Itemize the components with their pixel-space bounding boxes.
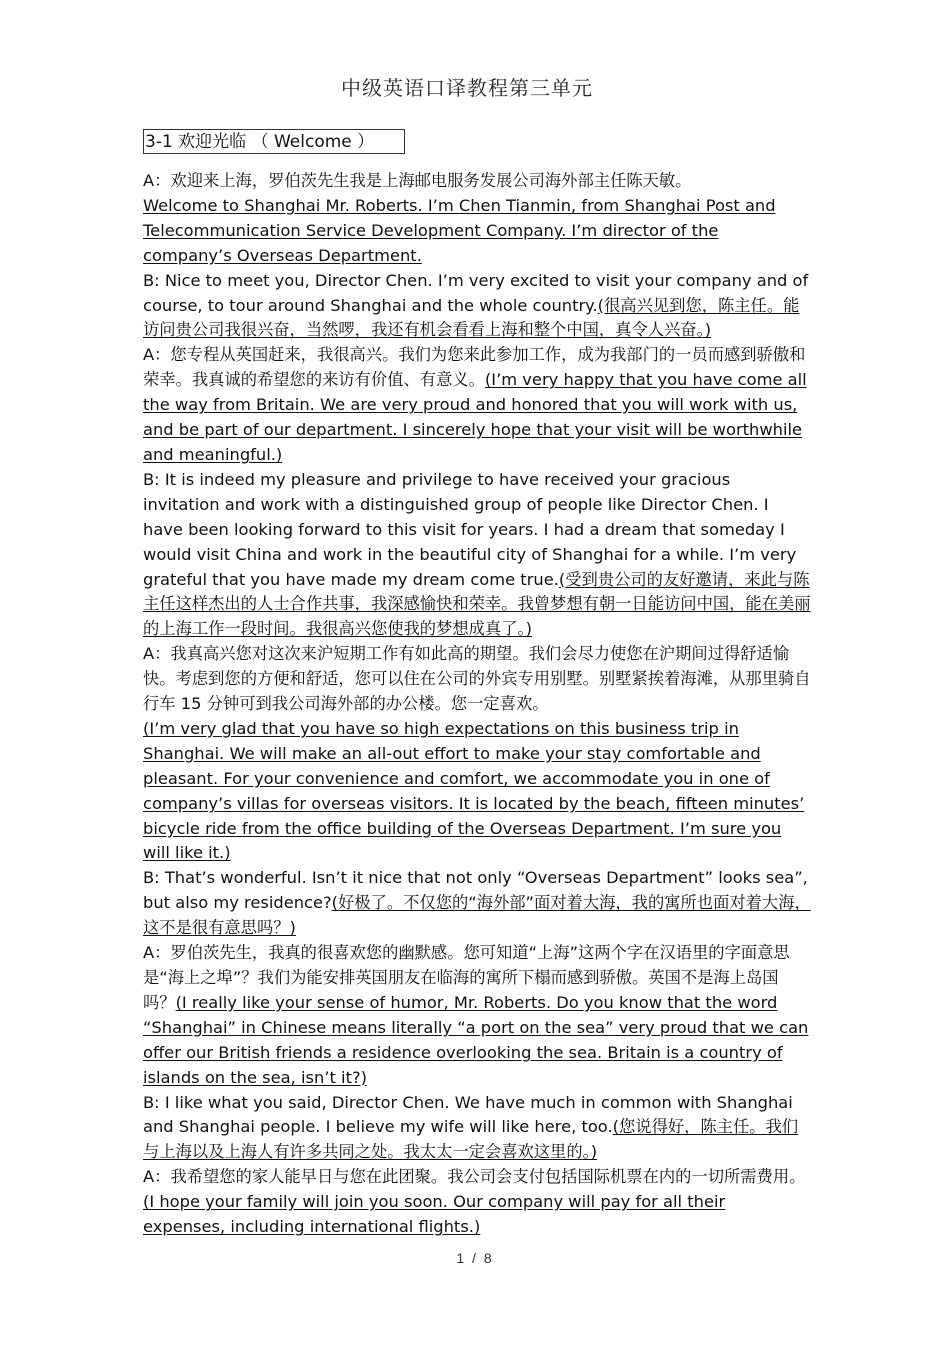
speaker-line: B: Nice to meet you, Director Chen. I’m very excited to visit your company and of course, to tour around Shanghai and the whole country. [143,270,809,315]
speaker-line: B: It is indeed my pleasure and privilege to have received your gracious invitation and work with a distinguished group of people like Director Chen. I have been looking forward to this visit for years. I had a dream that someday I would visit China and work in the beautiful city of Shanghai for a while. I’m very grateful that you have made my dream come true. [143,469,797,589]
speaker-line: A：您专程从英国赶来，我很高兴。我们为您来此参加工作，成为我部门的一员而感到骄傲和荣幸。我真诚的希望您的来访有价值、有意义。 [143,345,806,390]
speaker-line: A：欢迎来上海，罗伯茨先生我是上海邮电服务发展公司海外部主任陈天敏。 [143,171,692,190]
dialogue-paragraph [143,866,811,941]
dialogue-paragraph [143,269,811,344]
translation-line: (I hope your family will join you soon. Our company will pay for all their expenses, including international flights.) [143,1192,726,1237]
dialogue-paragraph [143,642,811,866]
speaker-line: A：我希望您的家人能早日与您在此团聚。我公司会支付包括国际机票在内的一切所需费用。 [143,1167,806,1187]
translation-line: Welcome to Shanghai Mr. Roberts. I’m Chen Tianmin, from Shanghai Post and Telecommunication Service Development Company. I’m director of the company’s Overseas Department. [143,195,776,265]
translation-line: (受到贵公司的友好邀请，来此与陈主任这样杰出的人士合作共事，我深感愉快和荣幸。我曾梦想有朝一日能访问中国，能在美丽的上海工作一段时间。我很高兴您使我的梦想成真了。) [143,569,811,639]
translation-line: (I really like your sense of humor, Mr. Roberts. Do you know that the word “Shanghai” in Chinese means literally “a port on the sea” very proud that we can offer our British friends a residence overlooking the sea. Britain is a country of islands on the sea, isn’t it?) [143,992,809,1087]
page-number: 1 / 8 [456,1250,494,1266]
translation-line: (很高兴见到您，陈主任。能访问贵公司我很兴奋，当然啰，我还有机会看看上海和整个中国，真令人兴奋。) [143,295,800,340]
dialogue-paragraph [143,1165,811,1240]
speaker-line: A：我真高兴您对这次来沪短期工作有如此高的期望。我们会尽力使您在沪期间过得舒适愉快。考虑到您的方便和舒适，您可以住在公司的外宾专用别墅。别墅紧挨着海滩，从那里骑自行车 15 分钟可到我公司海外部的办公楼。您一定喜欢。 [143,644,811,714]
speaker-line: A：罗伯茨先生，我真的很喜欢您的幽默感。您可知道“上海”这两个字在汉语里的字面意思是“海上之埠”？我们为能安排英国朋友在临海的寓所下榻而感到骄傲。英国不是海上岛国吗？ [143,943,790,1012]
dialogue-body [143,169,811,1240]
dialogue-paragraph [143,941,811,1090]
dialogue-paragraph [143,468,811,642]
section-heading: 3-1 欢迎光临 （ Welcome ） [143,129,405,154]
translation-line: (您说得好，陈主任。我们与上海以及上海人有许多共同之处。我太太一定会喜欢这里的。) [143,1117,799,1162]
dialogue-paragraph [143,343,811,468]
translation-line: (好极了。不仅您的“海外部”面对着大海，我的寓所也面对着大海，这不是很有意思吗？) [143,893,811,938]
page-title: 中级英语口译教程第三单元 [341,76,593,100]
speaker-line: B: I like what you said, Director Chen. We have much in common with Shanghai and Shanghai people. I believe my wife will like here, too. [143,1092,793,1137]
dialogue-paragraph [143,1091,811,1166]
dialogue-paragraph [143,169,811,269]
speaker-line: B: That’s wonderful. Isn’t it nice that not only “Overseas Department” looks sea”, but also my residence? [143,868,808,913]
translation-line: (I’m very happy that you have come all the way from Britain. We are very proud and honored that you will work with us, and be part of our department. I sincerely hope that your visit will be worthwhile and meaningful.) [143,370,807,464]
translation-line: (I’m very glad that you have so high expectations on this business trip in Shanghai. We will make an all-out effort to make your stay comfortable and pleasant. For your convenience and comfort, we accommodate you in one of company’s villas for overseas visitors. It is located by the beach, fifteen minutes’ bicycle ride from the office building of the Overseas Department. I’m sure you will like it.) [143,718,805,863]
